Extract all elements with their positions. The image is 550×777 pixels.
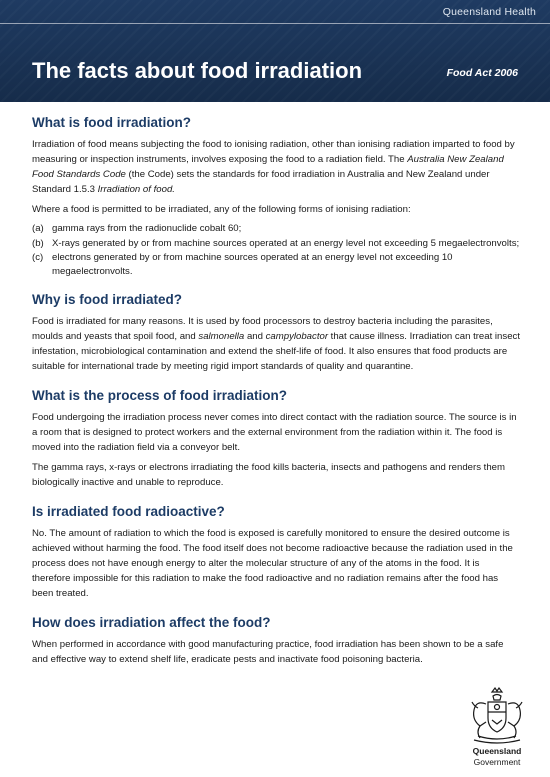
bacteria-name: campylobactor (265, 331, 329, 342)
paragraph (32, 137, 520, 197)
section-heading: How does irradiation affect the food? (32, 615, 271, 630)
logo-text-line2: Government (473, 757, 521, 767)
section-process (32, 387, 520, 490)
list-text: gamma rays from the radionuclide cobalt 60; (52, 223, 242, 234)
list-marker: (b) (32, 237, 44, 249)
org-name: Queensland Health (442, 6, 536, 18)
list-item (32, 251, 520, 278)
main-content (32, 114, 520, 680)
section-heading: Is irradiated food radioactive? (32, 504, 225, 519)
list-marker: (c) (32, 252, 44, 263)
paragraph: When performed in accordance with good manufacturing practice, food irradiation has been shown to be a safe and effective way to extend shelf life, eradicate pests and inactivate food poisoning bacteria. (32, 639, 504, 665)
section-heading: Why is food irradiated? (32, 292, 183, 307)
section-radioactive (32, 503, 520, 601)
section-what-is (32, 114, 520, 278)
section-why (32, 291, 520, 374)
text: Food is irradiated for many reasons. It is used by food processors to destroy bacteria including the parasites, moulds and yeasts that spoil food, and (32, 316, 493, 342)
page-title: The facts about food irradiation (32, 58, 363, 83)
section-heading: What is food irradiation? (32, 115, 191, 130)
queensland-crest-icon (466, 686, 528, 746)
header-banner (0, 0, 550, 102)
list-item (32, 237, 520, 251)
text: (the Code) sets the standards for food irradiation in Australia and New Zealand under Standard 1.5.3 (32, 169, 490, 195)
logo-text-line1: Queensland (472, 746, 522, 756)
act-reference: Food Act 2006 (446, 67, 518, 79)
text: Irradiation of food means subjecting the food to ionising radiation, other than ionising radiation imparted to food by measuring or inspection instruments, involves exposing the food to a radiation field. The (32, 139, 515, 165)
text: that cause illness. Irradiation can treat insect infestation, microbiological contamination and extend the shelf-life of food. It also ensures that food products are suitable for international trade by meeting rigid import standards of quality and quarantine. (32, 331, 520, 372)
section-heading: What is the process of food irradiation? (32, 388, 288, 403)
list-item (32, 222, 520, 236)
code-title: Australia New Zealand Food Standards Code (32, 154, 504, 180)
paragraph: No. The amount of radiation to which the food is exposed is carefully monitored to ensure the desired outcome is achieved without harming the food. The food itself does not become radioactive because the radiation used in the process does not have enough energy to alter the molecular structure of any of the atoms in the food. It is therefore impossible for this radiation to make the food radioactive and no radiation remains after the food has been treated. (32, 528, 513, 599)
list-text: X-rays generated by or from machine sources operated at an energy level not exceeding 5 megaelectronvolts; (52, 237, 520, 249)
radiation-list (32, 222, 520, 278)
standard-title: Irradiation of food. (97, 184, 175, 195)
paragraph: Food undergoing the irradiation process never comes into direct contact with the radiation source. The source is in a room that is designed to protect workers and the external environment from the radiation within it. The food is moved into the radiation field via a conveyor belt. (32, 412, 517, 453)
paragraph (32, 314, 520, 374)
paragraph: The gamma rays, x-rays or electrons irradiating the food kills bacteria, insects and pathogens and renders them biologically inactive and unable to reproduce. (32, 462, 505, 488)
list-text: electrons generated by or from machine sources operated at an energy level not exceeding 10 megaelectronvolts. (52, 252, 453, 277)
bacteria-name: salmonella (198, 331, 245, 342)
header-divider (0, 23, 550, 24)
text: and (244, 331, 266, 342)
paragraph: Where a food is permitted to be irradiated, any of the following forms of ionising radiation: (32, 204, 411, 215)
section-affect (32, 614, 520, 667)
queensland-government-logo (466, 686, 528, 770)
list-marker: (a) (32, 223, 44, 234)
